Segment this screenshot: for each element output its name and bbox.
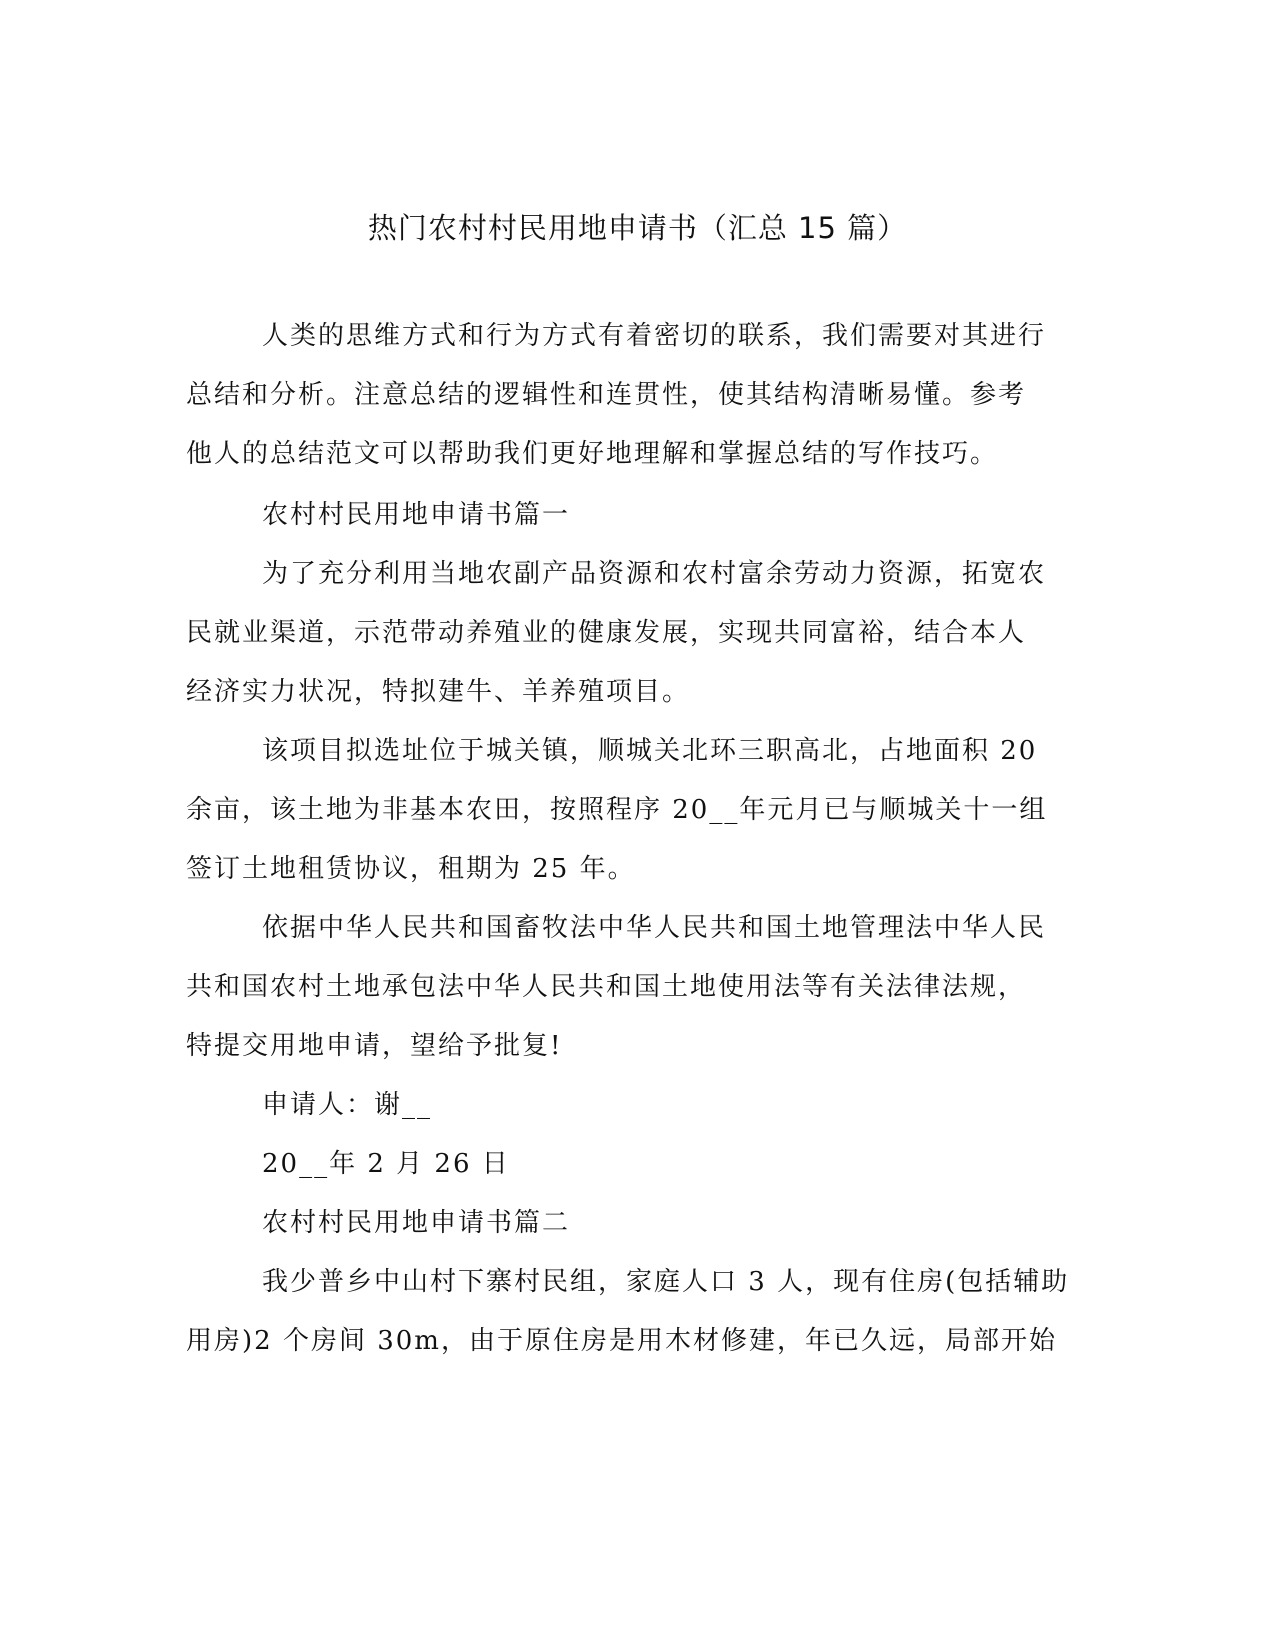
paragraph-line: 签订土地租赁协议，租期为 25 年。 bbox=[186, 854, 636, 884]
paragraph-line: 他人的总结范文可以帮助我们更好地理解和掌握总结的写作技巧。 bbox=[186, 439, 999, 469]
paragraph-line: 共和国农村土地承包法中华人民共和国土地使用法等有关法律法规， bbox=[186, 972, 1027, 1002]
paragraph-line: 我少普乡中山村下寨村民组，家庭人口 3 人，现有住房(包括辅助 bbox=[262, 1267, 1070, 1297]
paragraph-line: 经济实力状况，特拟建牛、羊养殖项目。 bbox=[186, 677, 691, 707]
paragraph-line: 人类的思维方式和行为方式有着密切的联系，我们需要对其进行 bbox=[262, 321, 1047, 351]
section-heading: 农村村民用地申请书篇二 bbox=[262, 1208, 571, 1238]
paragraph-line: 依据中华人民共和国畜牧法中华人民共和国土地管理法中华人民 bbox=[262, 913, 1047, 943]
paragraph-line: 民就业渠道，示范带动养殖业的健康发展，实现共同富裕，结合本人 bbox=[186, 618, 1027, 648]
applicant-line: 申请人：谢__ bbox=[262, 1090, 433, 1120]
paragraph-line: 为了充分利用当地农副产品资源和农村富余劳动力资源，拓宽农 bbox=[262, 559, 1047, 589]
paragraph-line: 总结和分析。注意总结的逻辑性和连贯性，使其结构清晰易懂。参考 bbox=[186, 380, 1027, 410]
paragraph-line: 特提交用地申请，望给予批复! bbox=[186, 1031, 563, 1061]
date-line: 20__年 2 月 26 日 bbox=[262, 1149, 510, 1179]
paragraph-line: 用房)2 个房间 30m，由于原住房是用木材修建，年已久远，局部开始 bbox=[186, 1326, 1057, 1356]
paragraph-line: 余亩，该土地为非基本农田，按照程序 20__年元月已与顺城关十一组 bbox=[186, 795, 1048, 825]
paragraph-line: 该项目拟选址位于城关镇，顺城关北环三职高北，占地面积 20 bbox=[262, 736, 1038, 766]
section-heading: 农村村民用地申请书篇一 bbox=[262, 500, 571, 530]
document-title: 热门农村村民用地申请书（汇总 15 篇） bbox=[367, 211, 908, 245]
